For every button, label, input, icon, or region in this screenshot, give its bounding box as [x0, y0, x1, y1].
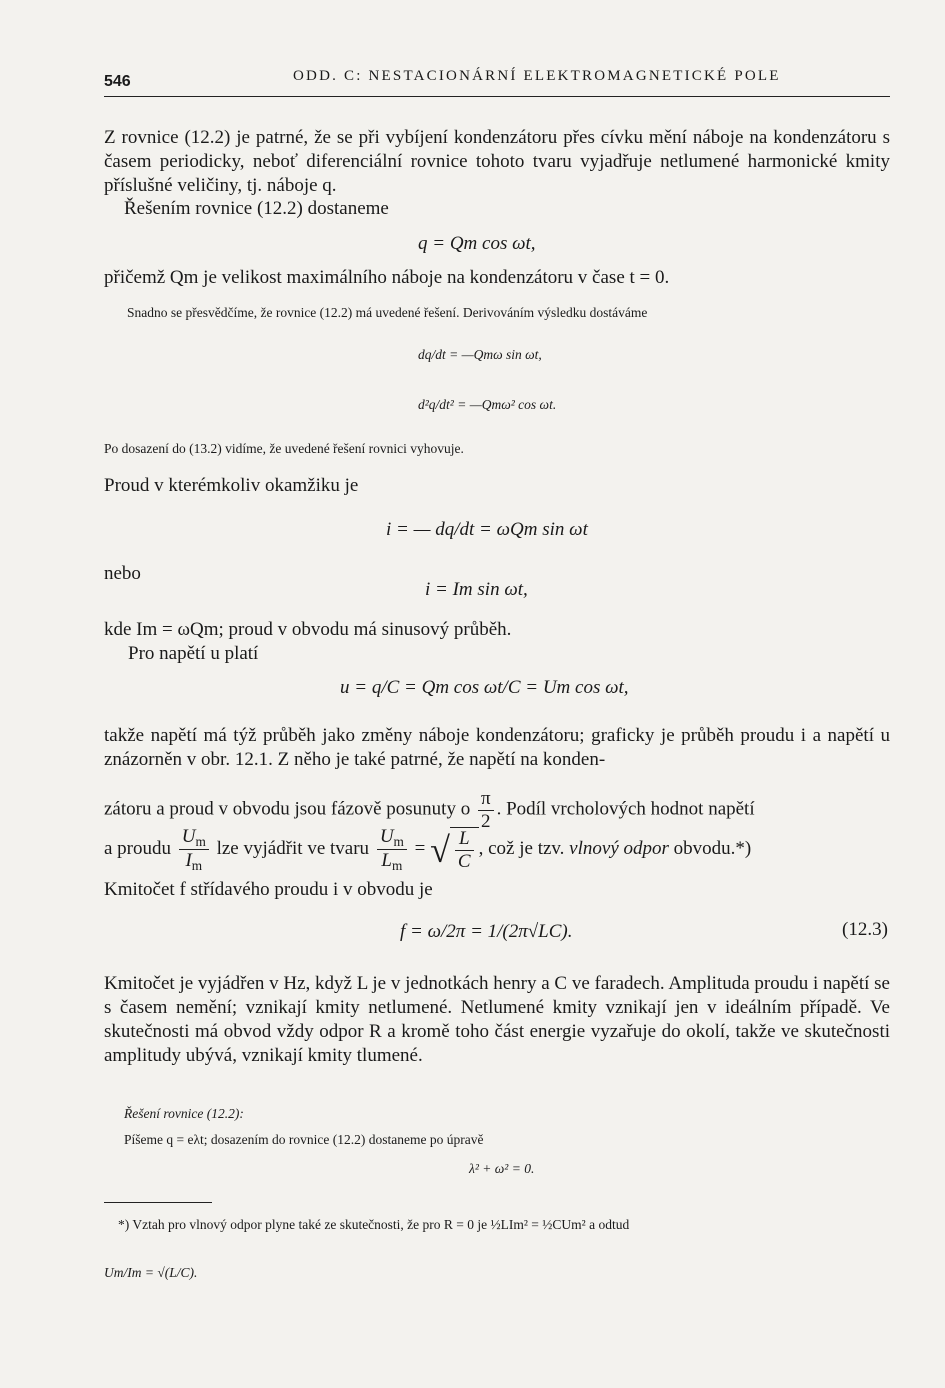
- paragraph-5: kde Im = ωQm; proud v obvodu má sinusový průběh.: [104, 619, 512, 640]
- paragraph-4: Proud v kterémkoliv okamžiku je: [104, 475, 359, 496]
- header-rule: [104, 96, 890, 97]
- paragraph-8-end: . Podíl vrcholových hodnot napětí: [496, 798, 755, 820]
- equation-f: f = ω/2π = 1/(2π√LC).: [400, 921, 573, 942]
- paragraph-9: a proudu $\frac{U_m}{I_m}$ lze vyjádřit ve tvaru $\frac{U_m}{L_m}$ = √ $\frac{L}{C}$ , což je tzv. vlnový odpor obvodu.*): [104, 826, 752, 874]
- paragraph-11: Kmitočet je vyjádřen v Hz, když L je v jednotkách henry a C ve faradech. Amplituda proudu i napětí se s časem nemění; vznikají kmity netlumené. Netlumené kmity vznikají jen v ideálním případě. Ve skutečnosti má obvod vždy odpor R a kromě toho část energie vyzařuje do okolí, takže ve skutečnosti amplitudy ubývá, vznikají kmity tlumené.: [104, 973, 890, 1066]
- fraction-um-lm: $\frac{U_m}{L_m}$: [377, 826, 407, 874]
- word-nebo: nebo: [104, 563, 141, 584]
- equation-dq: dq/dt = —Qmω sin ωt,: [418, 347, 542, 362]
- equation-lambda: λ² + ω² = 0.: [469, 1161, 535, 1176]
- footnote: *) Vztah pro vlnový odpor plyne také ze skutečnosti, že pro R = 0 je ½LIm² = ½CUm² a odtud: [118, 1217, 630, 1232]
- small-heading: Řešení rovnice (12.2):: [124, 1106, 244, 1121]
- paragraph-2: Řešením rovnice (12.2) dostaneme: [124, 198, 389, 219]
- running-header: ODD. C: NESTACIONÁRNÍ ELEKTROMAGNETICKÉ POLE: [293, 68, 781, 84]
- paragraph-6: Pro napětí u platí: [128, 643, 259, 664]
- paragraph-1: Z rovnice (12.2) je patrné, že se při vybíjení kondenzátoru přes cívku mění náboje na kondenzátoru s časem periodicky, neboť diferenciální rovnice tohoto tvaru vyjadřuje netlumené harmonické kmity příslušné veličiny, tj. náboje q.: [104, 127, 890, 196]
- footnote-rule: [104, 1202, 212, 1203]
- paragraph-8-start: zátoru a proud v obvodu jsou fázově posunuty o: [104, 798, 471, 820]
- footnote-equation: Um/Im = √(L/C).: [104, 1265, 198, 1280]
- paragraph-9-start: a proudu: [104, 838, 172, 860]
- small-note-4: Píšeme q = eλt; dosazením do rovnice (12.2) dostaneme po úpravě: [124, 1132, 484, 1147]
- equation-u: u = q/C = Qm cos ωt/C = Um cos ωt,: [340, 677, 629, 698]
- equation-i1: i = — dq/dt = ωQm sin ωt: [386, 519, 588, 540]
- small-note-1: Snadno se přesvědčíme, že rovnice (12.2) má uvedené řešení. Derivováním výsledku dostáváme: [127, 305, 648, 320]
- equation-q: [418, 232, 536, 256]
- fraction-um-im: $\frac{U_m}{I_m}$: [179, 826, 209, 874]
- small-note-2: Po dosazení do (13.2) vidíme, že uvedené řešení rovnici vyhovuje.: [104, 441, 464, 456]
- paragraph-9-comma: , což je tzv.: [478, 838, 565, 860]
- equation-q-text: q = Qm cos ωt,: [418, 233, 536, 254]
- paragraph-9-end: obvodu.*): [673, 838, 752, 860]
- paragraph-9-mid: lze vyjádřit ve tvaru: [216, 838, 370, 860]
- paragraph-10: Kmitočet f střídavého proudu i v obvodu je: [104, 879, 433, 900]
- fraction-pi-over-2: $\frac{\pi}{2}$: [478, 788, 494, 833]
- equation-i2: i = Im sin ωt,: [425, 579, 528, 600]
- page-number: 546: [104, 73, 131, 90]
- sqrt-l-over-c: √ $\frac{L}{C}$: [430, 827, 479, 873]
- equation-number: (12.3): [842, 919, 888, 940]
- term-wave-impedance: vlnový odpor: [569, 838, 669, 860]
- paragraph-7: takže napětí má týž průběh jako změny náboje kondenzátoru; graficky je průběh proudu i a napětí u znázorněn v obr. 12.1. Z něho je také patrné, že napětí na konden-: [104, 725, 890, 770]
- paragraph-3: přičemž Qm je velikost maximálního náboje na kondenzátoru v čase t = 0.: [104, 267, 670, 288]
- equation-d2q: d²q/dt² = —Qmω² cos ωt.: [418, 397, 557, 412]
